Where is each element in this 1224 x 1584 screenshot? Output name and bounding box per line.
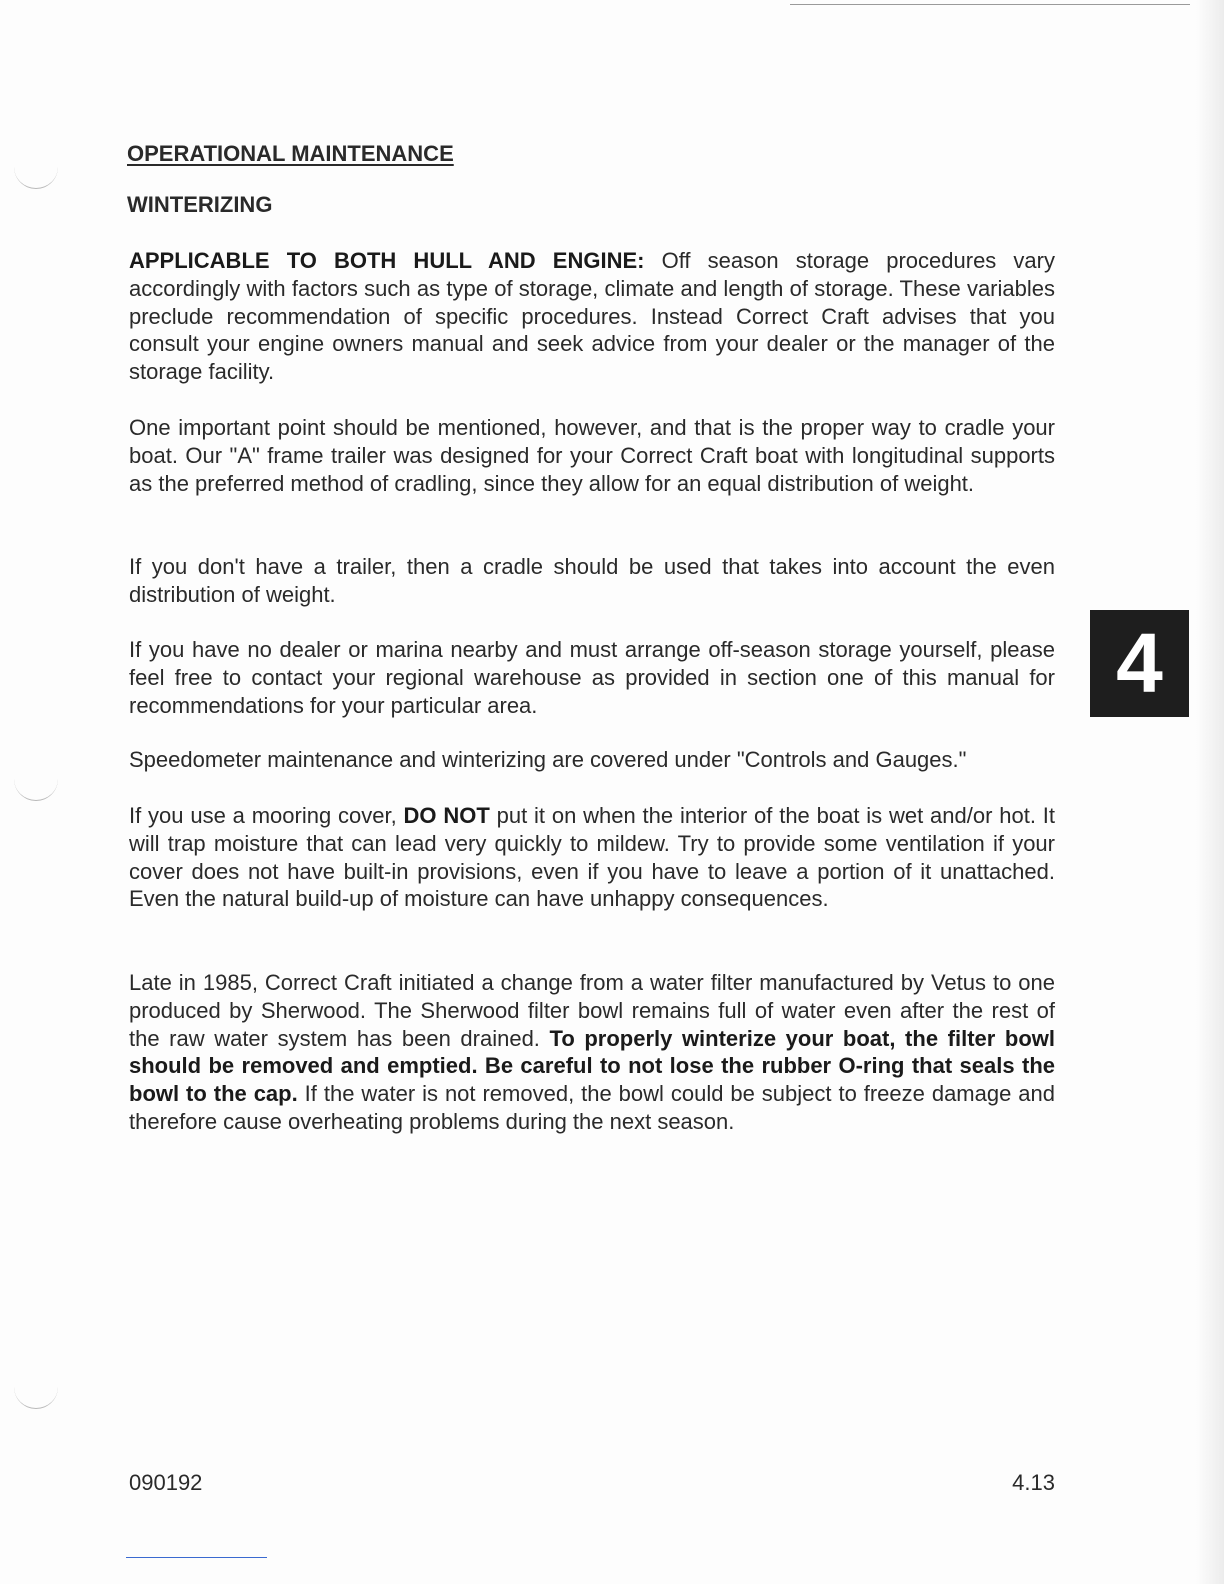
paragraph-text: If you use a mooring cover, xyxy=(129,803,404,828)
section-subtitle: WINTERIZING xyxy=(127,192,273,217)
paragraph-hull-engine xyxy=(129,247,1055,386)
paragraph-text: Off season storage procedures vary accordingly with factors such as type of storage, climate and length of storage. These variables preclude recommendation of specific procedures. Instead Correct Craft advises that you consult your engine owners manual and seek advice from your dealer or the manager of the storage facility. xyxy=(129,248,1055,385)
bottom-rule xyxy=(126,1557,267,1558)
binder-hole-mark xyxy=(14,1378,58,1409)
binder-hole-mark xyxy=(14,158,58,189)
paragraph-no-trailer: If you don't have a trailer, then a cradle should be used that takes into account the even distribution of weight. xyxy=(129,554,1055,607)
paragraph-speedometer: Speedometer maintenance and winterizing are covered under "Controls and Gauges." xyxy=(129,747,967,772)
paragraph-cradle: One important point should be mentioned, however, and that is the proper way to cradle your boat. Our "A" frame trailer was designed for your Correct Craft boat with longitudinal supports as the preferred method of cradling, since they allow for an equal distribution of weight. xyxy=(129,415,1055,496)
paragraph-text: If the water is not removed, the bowl could be subject to freeze damage and therefore cause overheating problems during the next season. xyxy=(129,1081,1055,1134)
bold-lead: APPLICABLE TO BOTH HULL AND ENGINE: xyxy=(129,248,645,273)
footer-code: 090192 xyxy=(129,1470,203,1495)
bold-instruction: To properly winterize your boat, the filter bowl should be removed and emptied. Be careful to not lose the rubber O-ring that seals the bowl to the cap. xyxy=(129,1025,1055,1107)
bold-warning: DO NOT xyxy=(403,803,490,828)
section-tab: 4 xyxy=(1090,610,1189,717)
paragraph-mooring-cover xyxy=(129,802,1055,913)
paragraph-filter xyxy=(129,969,1055,1136)
page-number: 4.13 xyxy=(1012,1470,1055,1495)
top-rule xyxy=(790,4,1190,5)
binder-hole-mark xyxy=(14,770,58,801)
paragraph-text: put it on when the interior of the boat is wet and/or hot. It will trap moisture that can lead very quickly to mildew. Try to provide some ventilation if your cover does not have built-in provisions, even if you have to leave a portion of it unattached. Even the natural build-up of moisture can have unhappy consequences. xyxy=(129,803,1055,912)
page-title: OPERATIONAL MAINTENANCE xyxy=(127,141,454,166)
paragraph-text: Late in 1985, Correct Craft initiated a change from a water filter manufactured by Vetus to one produced by Sherwood. The Sherwood filter bowl remains full of water even after the rest of the raw water system has been drained. xyxy=(129,970,1055,1051)
page-edge-shadow xyxy=(1196,0,1224,1584)
paragraph-storage: If you have no dealer or marina nearby and must arrange off-season storage yourself, please feel free to contact your regional warehouse as provided in section one of this manual for recommendations for your particular area. xyxy=(129,637,1055,718)
